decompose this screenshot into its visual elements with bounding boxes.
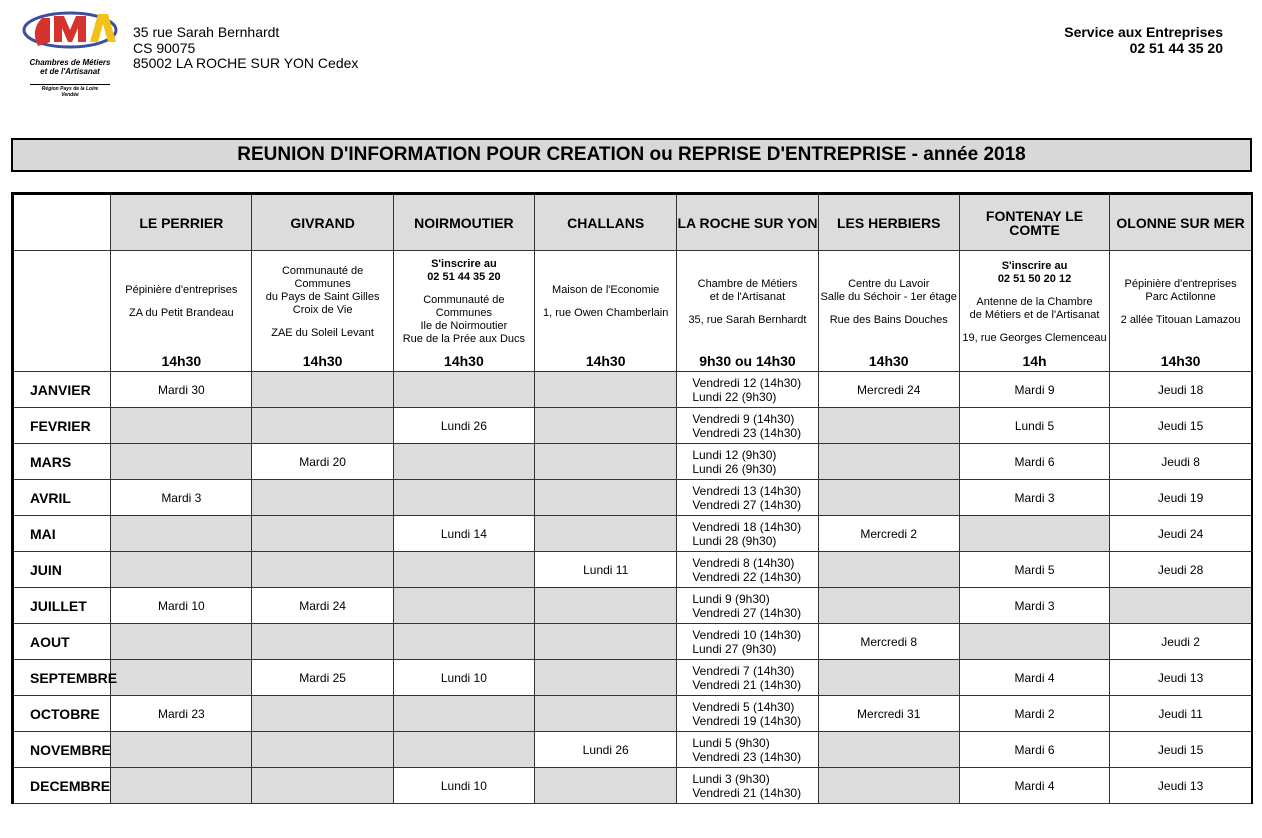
empty-cell [111, 408, 252, 444]
month-row [13, 480, 1253, 516]
page-title-banner [11, 138, 1252, 172]
venue-cell [959, 251, 1109, 372]
empty-cell [535, 696, 677, 732]
session-date: Mercredi 2 [860, 526, 918, 541]
empty-cell [818, 768, 959, 804]
month-row [13, 732, 1253, 768]
empty-cell [393, 732, 534, 768]
session-cell [1110, 660, 1252, 696]
venue-line: Pépinière d'entreprises [125, 284, 238, 296]
session-date: Mardi 10 [157, 598, 205, 613]
empty-cell [252, 768, 393, 804]
session-cell [677, 552, 818, 588]
session-date: Mardi 25 [299, 670, 346, 685]
month-row [13, 552, 1253, 588]
session-cell [818, 372, 959, 408]
session-cell [959, 552, 1109, 588]
session-cell [393, 768, 534, 804]
session-cell [959, 480, 1109, 516]
session-cell [1110, 768, 1252, 804]
venue-details [252, 251, 392, 353]
session-date: Lundi 9 (9h30) [692, 591, 770, 606]
service-phone: 02 51 44 35 20 [1129, 39, 1223, 56]
session-cell [677, 372, 818, 408]
register-phone: 02 51 50 20 12 [997, 272, 1072, 285]
session-cell [393, 408, 534, 444]
venue-line: de Métiers et de l'Artisanat [969, 308, 1100, 321]
venue-line: Antenne de la Chambre [976, 295, 1093, 308]
venue-row [13, 251, 1253, 372]
empty-cell [535, 768, 677, 804]
header-row [13, 194, 1253, 251]
venue-line: Chambre de Métiers [697, 277, 798, 290]
column-header: FONTENAY LE COMTE [959, 194, 1109, 251]
cma-logo [20, 6, 120, 104]
session-cell [959, 372, 1109, 408]
session-cell [818, 696, 959, 732]
session-date: Jeudi 18 [1157, 382, 1204, 397]
month-row [13, 372, 1253, 408]
empty-cell [111, 768, 252, 804]
session-date: Mardi 23 [157, 706, 205, 721]
session-cell [959, 696, 1109, 732]
venue-line: Communauté de Communes [423, 294, 505, 319]
session-date: Jeudi 8 [1161, 454, 1200, 469]
session-date: Lundi 10 [440, 778, 487, 793]
venue-line: Salle du Séchoir - 1er étage [820, 290, 957, 303]
session-date: Mardi 24 [299, 598, 346, 613]
month-row [13, 660, 1253, 696]
session-cell [677, 516, 818, 552]
venue-time: 14h30 [302, 353, 343, 369]
month-name: JANVIER [13, 372, 111, 408]
session-date: Mardi 6 [1014, 454, 1055, 469]
empty-cell [818, 732, 959, 768]
session-date: Lundi 26 (9h30) [692, 461, 777, 476]
session-cell [1110, 408, 1252, 444]
empty-cell [111, 624, 252, 660]
session-date: Mercredi 31 [857, 706, 921, 721]
service-block [1064, 25, 1223, 56]
venue-line: 19, rue Georges Clemenceau [962, 331, 1107, 344]
month-name: MARS [13, 444, 111, 480]
empty-cell [393, 588, 534, 624]
session-date: Jeudi 13 [1157, 778, 1204, 793]
session-date: Vendredi 18 (14h30) [692, 519, 802, 534]
logo-line3: Région Pays de la Loire [41, 86, 99, 92]
session-date: Jeudi 28 [1157, 562, 1204, 577]
empty-cell [818, 588, 959, 624]
session-cell [677, 444, 818, 480]
session-date: Mercredi 24 [857, 382, 921, 397]
venue-line: Communauté de Communes [281, 264, 364, 290]
venue-details [394, 251, 534, 353]
empty-cell [252, 624, 393, 660]
session-date: Vendredi 23 (14h30) [692, 425, 802, 440]
venue-line: Rue des Bains Douches [829, 313, 948, 326]
column-header: LA ROCHE SUR YON [677, 194, 818, 251]
logo-line4: Vendée [61, 92, 79, 98]
venue-details [677, 251, 817, 353]
session-cell [111, 480, 252, 516]
session-date: Jeudi 13 [1157, 670, 1204, 685]
column-header: GIVRAND [252, 194, 393, 251]
session-date: Lundi 5 (9h30) [692, 735, 770, 750]
venue-details [1110, 251, 1251, 353]
session-date: Jeudi 11 [1158, 706, 1203, 721]
empty-cell [535, 480, 677, 516]
venue-line: Maison de l'Economie [552, 284, 660, 296]
session-date: Jeudi 2 [1161, 634, 1200, 649]
session-date: Vendredi 21 (14h30) [692, 677, 802, 692]
venue-line: Centre du Lavoir [848, 277, 930, 290]
venue-details [535, 251, 676, 353]
empty-cell [393, 480, 534, 516]
venue-details [111, 251, 251, 353]
month-name: JUIN [13, 552, 111, 588]
session-cell [959, 732, 1109, 768]
empty-cell [111, 732, 252, 768]
empty-cell [818, 660, 959, 696]
month-name: OCTOBRE [13, 696, 111, 732]
venue-cell [111, 251, 252, 372]
venue-time: 14h30 [1160, 353, 1201, 369]
session-date: Mardi 3 [1014, 598, 1055, 613]
session-date: Vendredi 12 (14h30) [692, 375, 802, 390]
session-cell [959, 660, 1109, 696]
empty-cell [818, 408, 959, 444]
session-date: Jeudi 15 [1157, 418, 1204, 433]
column-header: LES HERBIERS [818, 194, 959, 251]
session-cell [677, 408, 818, 444]
venue-cell [252, 251, 393, 372]
session-cell [1110, 372, 1252, 408]
column-header: NOIRMOUTIER [393, 194, 534, 251]
session-cell [1110, 444, 1252, 480]
venue-time: 9h30 ou 14h30 [699, 353, 796, 369]
session-date: Mardi 4 [1014, 670, 1055, 685]
register-label: S'inscrire au [1001, 259, 1068, 272]
register-phone: 02 51 44 35 20 [427, 271, 501, 283]
venue-time: 14h30 [444, 353, 484, 369]
session-date: Vendredi 8 (14h30) [692, 555, 795, 570]
session-cell [393, 516, 534, 552]
column-header: LE PERRIER [111, 194, 252, 251]
empty-cell [393, 624, 534, 660]
session-date: Vendredi 13 (14h30) [692, 483, 802, 498]
session-cell [959, 444, 1109, 480]
empty-cell [252, 408, 393, 444]
empty-cell [535, 660, 677, 696]
venue-line: 35, rue Sarah Bernhardt [688, 313, 807, 326]
venue-cell [677, 251, 818, 372]
session-cell [677, 732, 818, 768]
empty-cell [535, 624, 677, 660]
venue-time: 14h [1022, 353, 1047, 369]
venue-line: Pépinière d'entreprises [1124, 277, 1237, 290]
page-title: REUNION D'INFORMATION POUR CREATION ou REPRISE D'ENTREPRISE - année 2018 [237, 144, 1026, 165]
session-cell [1110, 624, 1252, 660]
empty-cell [959, 516, 1109, 552]
venue-line: ZA du Petit Brandeau [129, 307, 234, 319]
corner-cell [13, 194, 111, 251]
empty-cell [393, 696, 534, 732]
session-cell [393, 660, 534, 696]
column-header: CHALLANS [535, 194, 677, 251]
session-date: Vendredi 22 (14h30) [692, 569, 802, 584]
venue-corner-cell [13, 251, 111, 372]
logo-line2: et de l'Artisanat [40, 67, 100, 76]
empty-cell [252, 552, 393, 588]
session-cell [677, 588, 818, 624]
venue-line: Croix de Vie [292, 303, 353, 316]
venue-line: Ile de Noirmoutier [420, 320, 508, 332]
session-date: Mardi 5 [1014, 562, 1055, 577]
month-name: FEVRIER [13, 408, 111, 444]
session-cell [959, 588, 1109, 624]
logo-rule [30, 84, 110, 85]
empty-cell [535, 444, 677, 480]
session-cell [252, 660, 393, 696]
session-cell [1110, 552, 1252, 588]
month-row [13, 588, 1253, 624]
schedule-table [11, 192, 1253, 804]
session-date: Mardi 20 [299, 454, 346, 469]
empty-cell [818, 552, 959, 588]
venue-time: 14h30 [868, 353, 909, 369]
venue-cell [1110, 251, 1252, 372]
session-cell [677, 660, 818, 696]
session-cell [677, 696, 818, 732]
session-date: Vendredi 5 (14h30) [692, 699, 795, 714]
venue-cell [818, 251, 959, 372]
session-date: Lundi 14 [440, 526, 487, 541]
session-date: Mercredi 8 [860, 634, 918, 649]
session-date: Mardi 30 [157, 382, 205, 397]
session-date: Lundi 10 [440, 670, 487, 685]
session-date: Vendredi 7 (14h30) [692, 663, 795, 678]
session-date: Vendredi 23 (14h30) [692, 749, 802, 764]
venue-line: 2 allée Titouan Lamazou [1120, 313, 1241, 326]
venue-line: 1, rue Owen Chamberlain [543, 307, 669, 319]
month-name: NOVEMBRE [13, 732, 111, 768]
empty-cell [252, 516, 393, 552]
session-date: Vendredi 27 (14h30) [692, 605, 802, 620]
session-date: Vendredi 27 (14h30) [692, 497, 802, 512]
service-title: Service aux Entreprises [1064, 24, 1223, 40]
empty-cell [111, 516, 252, 552]
session-cell [959, 768, 1109, 804]
empty-cell [111, 552, 252, 588]
empty-cell [393, 444, 534, 480]
session-date: Mardi 6 [1014, 742, 1055, 757]
session-date: Lundi 27 (9h30) [692, 641, 777, 656]
empty-cell [111, 660, 252, 696]
empty-cell [252, 372, 393, 408]
empty-cell [818, 444, 959, 480]
venue-details [960, 251, 1109, 353]
empty-cell [535, 372, 677, 408]
month-row [13, 696, 1253, 732]
empty-cell [252, 480, 393, 516]
session-date: Jeudi 24 [1157, 526, 1204, 541]
venue-cell [393, 251, 534, 372]
session-date: Vendredi 10 (14h30) [692, 627, 802, 642]
month-name: SEPTEMBRE [13, 660, 111, 696]
session-cell [818, 516, 959, 552]
venue-time: 14h30 [585, 353, 626, 369]
session-date: Mardi 9 [1014, 382, 1055, 397]
month-row [13, 444, 1253, 480]
month-row [13, 516, 1253, 552]
session-date: Jeudi 19 [1157, 490, 1204, 505]
empty-cell [393, 552, 534, 588]
month-name: MAI [13, 516, 111, 552]
address-line2: CS 90075 [133, 39, 196, 56]
empty-cell [535, 588, 677, 624]
session-date: Lundi 12 (9h30) [692, 447, 777, 462]
month-name: JUILLET [13, 588, 111, 624]
venue-line: Rue de la Prée aux Ducs [402, 333, 526, 345]
address-block [133, 25, 358, 72]
session-cell [535, 552, 677, 588]
address-line1: 35 rue Sarah Bernhardt [133, 24, 280, 40]
session-date: Lundi 26 [440, 418, 487, 433]
session-date: Vendredi 21 (14h30) [692, 785, 802, 800]
session-cell [677, 768, 818, 804]
empty-cell [393, 372, 534, 408]
month-name: AVRIL [13, 480, 111, 516]
empty-cell [818, 480, 959, 516]
session-cell [111, 588, 252, 624]
session-cell [677, 480, 818, 516]
session-date: Lundi 5 [1014, 418, 1055, 433]
venue-cell [535, 251, 677, 372]
logo-line1: Chambres de Métiers [29, 58, 111, 67]
session-date: Lundi 28 (9h30) [692, 533, 777, 548]
venue-line: du Pays de Saint Gilles [265, 290, 380, 303]
session-cell [252, 588, 393, 624]
session-date: Mardi 4 [1014, 778, 1055, 793]
venue-line: Parc Actilonne [1145, 290, 1216, 303]
session-cell [1110, 696, 1252, 732]
register-label: S'inscrire au [431, 258, 497, 270]
empty-cell [959, 624, 1109, 660]
month-row [13, 624, 1253, 660]
session-cell [1110, 480, 1252, 516]
empty-cell [1110, 588, 1252, 624]
session-cell [1110, 732, 1252, 768]
venue-time: 14h30 [161, 353, 202, 369]
session-cell [252, 444, 393, 480]
session-date: Lundi 3 (9h30) [692, 771, 770, 786]
session-date: Vendredi 9 (14h30) [692, 411, 795, 426]
month-row [13, 768, 1253, 804]
session-date: Lundi 22 (9h30) [692, 389, 777, 404]
session-cell [1110, 516, 1252, 552]
month-name: DECEMBRE [13, 768, 111, 804]
month-row [13, 408, 1253, 444]
session-cell [535, 732, 677, 768]
session-date: Jeudi 15 [1157, 742, 1204, 757]
session-date: Mardi 2 [1014, 706, 1055, 721]
session-cell [111, 372, 252, 408]
empty-cell [252, 696, 393, 732]
cma-logo-mark [20, 6, 120, 56]
session-date: Mardi 3 [1014, 490, 1055, 505]
empty-cell [535, 516, 677, 552]
empty-cell [111, 444, 252, 480]
column-header: OLONNE SUR MER [1110, 194, 1252, 251]
session-date: Mardi 3 [161, 490, 202, 505]
venue-details [819, 251, 959, 353]
session-date: Vendredi 19 (14h30) [692, 713, 802, 728]
month-name: AOUT [13, 624, 111, 660]
session-date: Lundi 26 [582, 742, 629, 757]
session-cell [677, 624, 818, 660]
session-cell [959, 408, 1109, 444]
session-cell [818, 624, 959, 660]
venue-line: ZAE du Soleil Levant [271, 326, 374, 339]
session-cell [111, 696, 252, 732]
empty-cell [535, 408, 677, 444]
session-date: Lundi 11 [583, 562, 629, 577]
venue-line: et de l'Artisanat [709, 290, 786, 303]
address-line3: 85002 LA ROCHE SUR YON Cedex [133, 55, 359, 71]
empty-cell [252, 732, 393, 768]
